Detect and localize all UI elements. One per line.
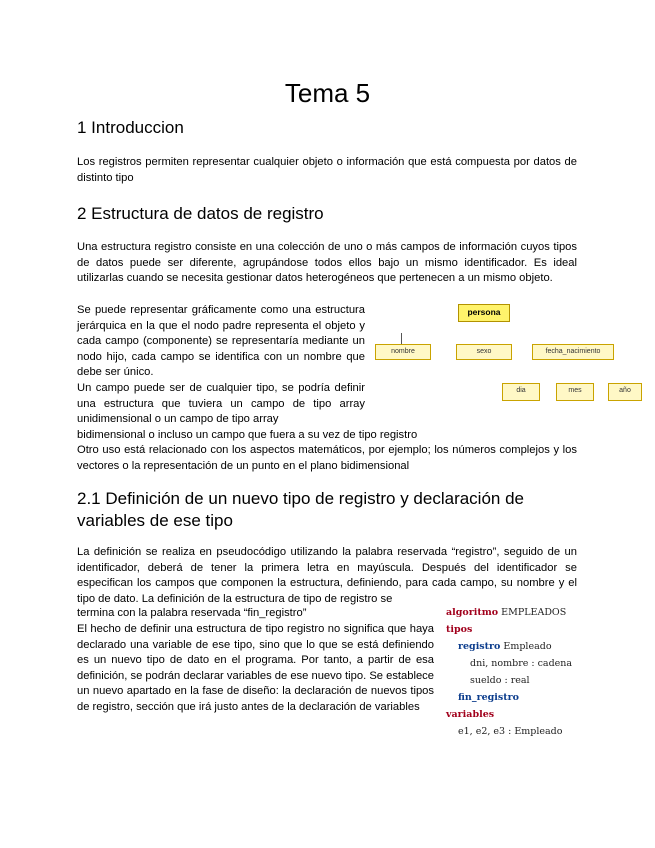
code-line: algoritmo EMPLEADOS [446,607,567,618]
paragraph-estructura-3: Un campo puede ser de cualquier tipo, se podría definir una estructura que tuviera un campo de tipo array unidimensional o un campo de tipo array [77,382,365,426]
page-title: Tema 5 [284,78,371,108]
diagram-node-grandchild: dia [502,383,540,401]
paragraph-estructura-2: Se puede representar gráficamente como una estructura jerárquica en la que el nodo padre representa el objeto y cada campo (componente) se representaría mediante un nodo hijo, cada campo se identifica con un nombre que debe ser único. [77,304,365,379]
heading-estructura: 2 Estructura de datos de registro [77,204,324,223]
code-line: registro Empleado [458,641,552,652]
code-line: dni, nombre : cadena [470,658,573,669]
diagram-node-child: nombre [375,344,431,360]
code-line: fin_registro [458,692,519,703]
code-line: tipos [446,624,473,635]
diagram-node-root: persona [458,304,510,322]
pseudocode-block [446,604,572,740]
paragraph-definicion-1b: termina con la palabra reservada “fin_registro” [77,607,307,619]
paragraph-estructura-4: Otro uso está relacionado con los aspectos matemáticos, por ejemplo; los números complejos y los vectores o la representación de un punto en el plano bidimensional [77,444,577,472]
heading-introduccion: 1 Introduccion [77,118,184,137]
paragraph-definicion-2: El hecho de definir una estructura de tipo registro no significa que haya declarado una variable de ese tipo, sino que lo que se está definiendo es un nuevo tipo de dato en el programa. Por tanto, a partir de esa definición, se podrán declarar variables de ese nuevo tipo. Se establece un nuevo apartado en la fase de diseño: la declaración de nuevos tipos de registro, sección que irá justo antes de la declaración de variables [77,623,434,713]
paragraph-definicion-1: La definición se realiza en pseudocódigo utilizando la palabra reservada “registro”, seguido de un identificador, deberá de tener la primera letra en mayúscula. Después del identificador se especifican los campos que componen la estructura, definiendo, para cada campo, su nombre y el tipo de dato. La definición de la estructura de tipo de registro se [77,546,577,605]
code-line: e1, e2, e3 : Empleado [458,726,563,737]
paragraph-estructura-1: Una estructura registro consiste en una colección de uno o más campos de información cuyos tipos de datos puede ser diferente, agrupándose todos ellos bajo un mismo identificador. Es ideal utilizarlas cuando se necesita gestionar datos heterogéneos que pertenecen a un mismo objeto. [77,241,577,285]
diagram-node-grandchild: año [608,383,642,401]
diagram-connector [401,333,402,344]
code-line: variables [446,709,495,720]
heading-definicion: 2.1 Definición de un nuevo tipo de registro y declaración de variables de ese tipo [77,489,525,530]
paragraph-intro: Los registros permiten representar cualquier objeto o información que está compuesta por datos de distinto tipo [77,156,577,184]
diagram-node-child: sexo [456,344,512,360]
diagram-node-grandchild: mes [556,383,594,401]
diagram-node-child: fecha_nacimiento [532,344,614,360]
code-line: sueldo : real [470,675,530,686]
paragraph-estructura-3b: bidimensional o incluso un campo que fuera a su vez de tipo registro [77,429,418,441]
